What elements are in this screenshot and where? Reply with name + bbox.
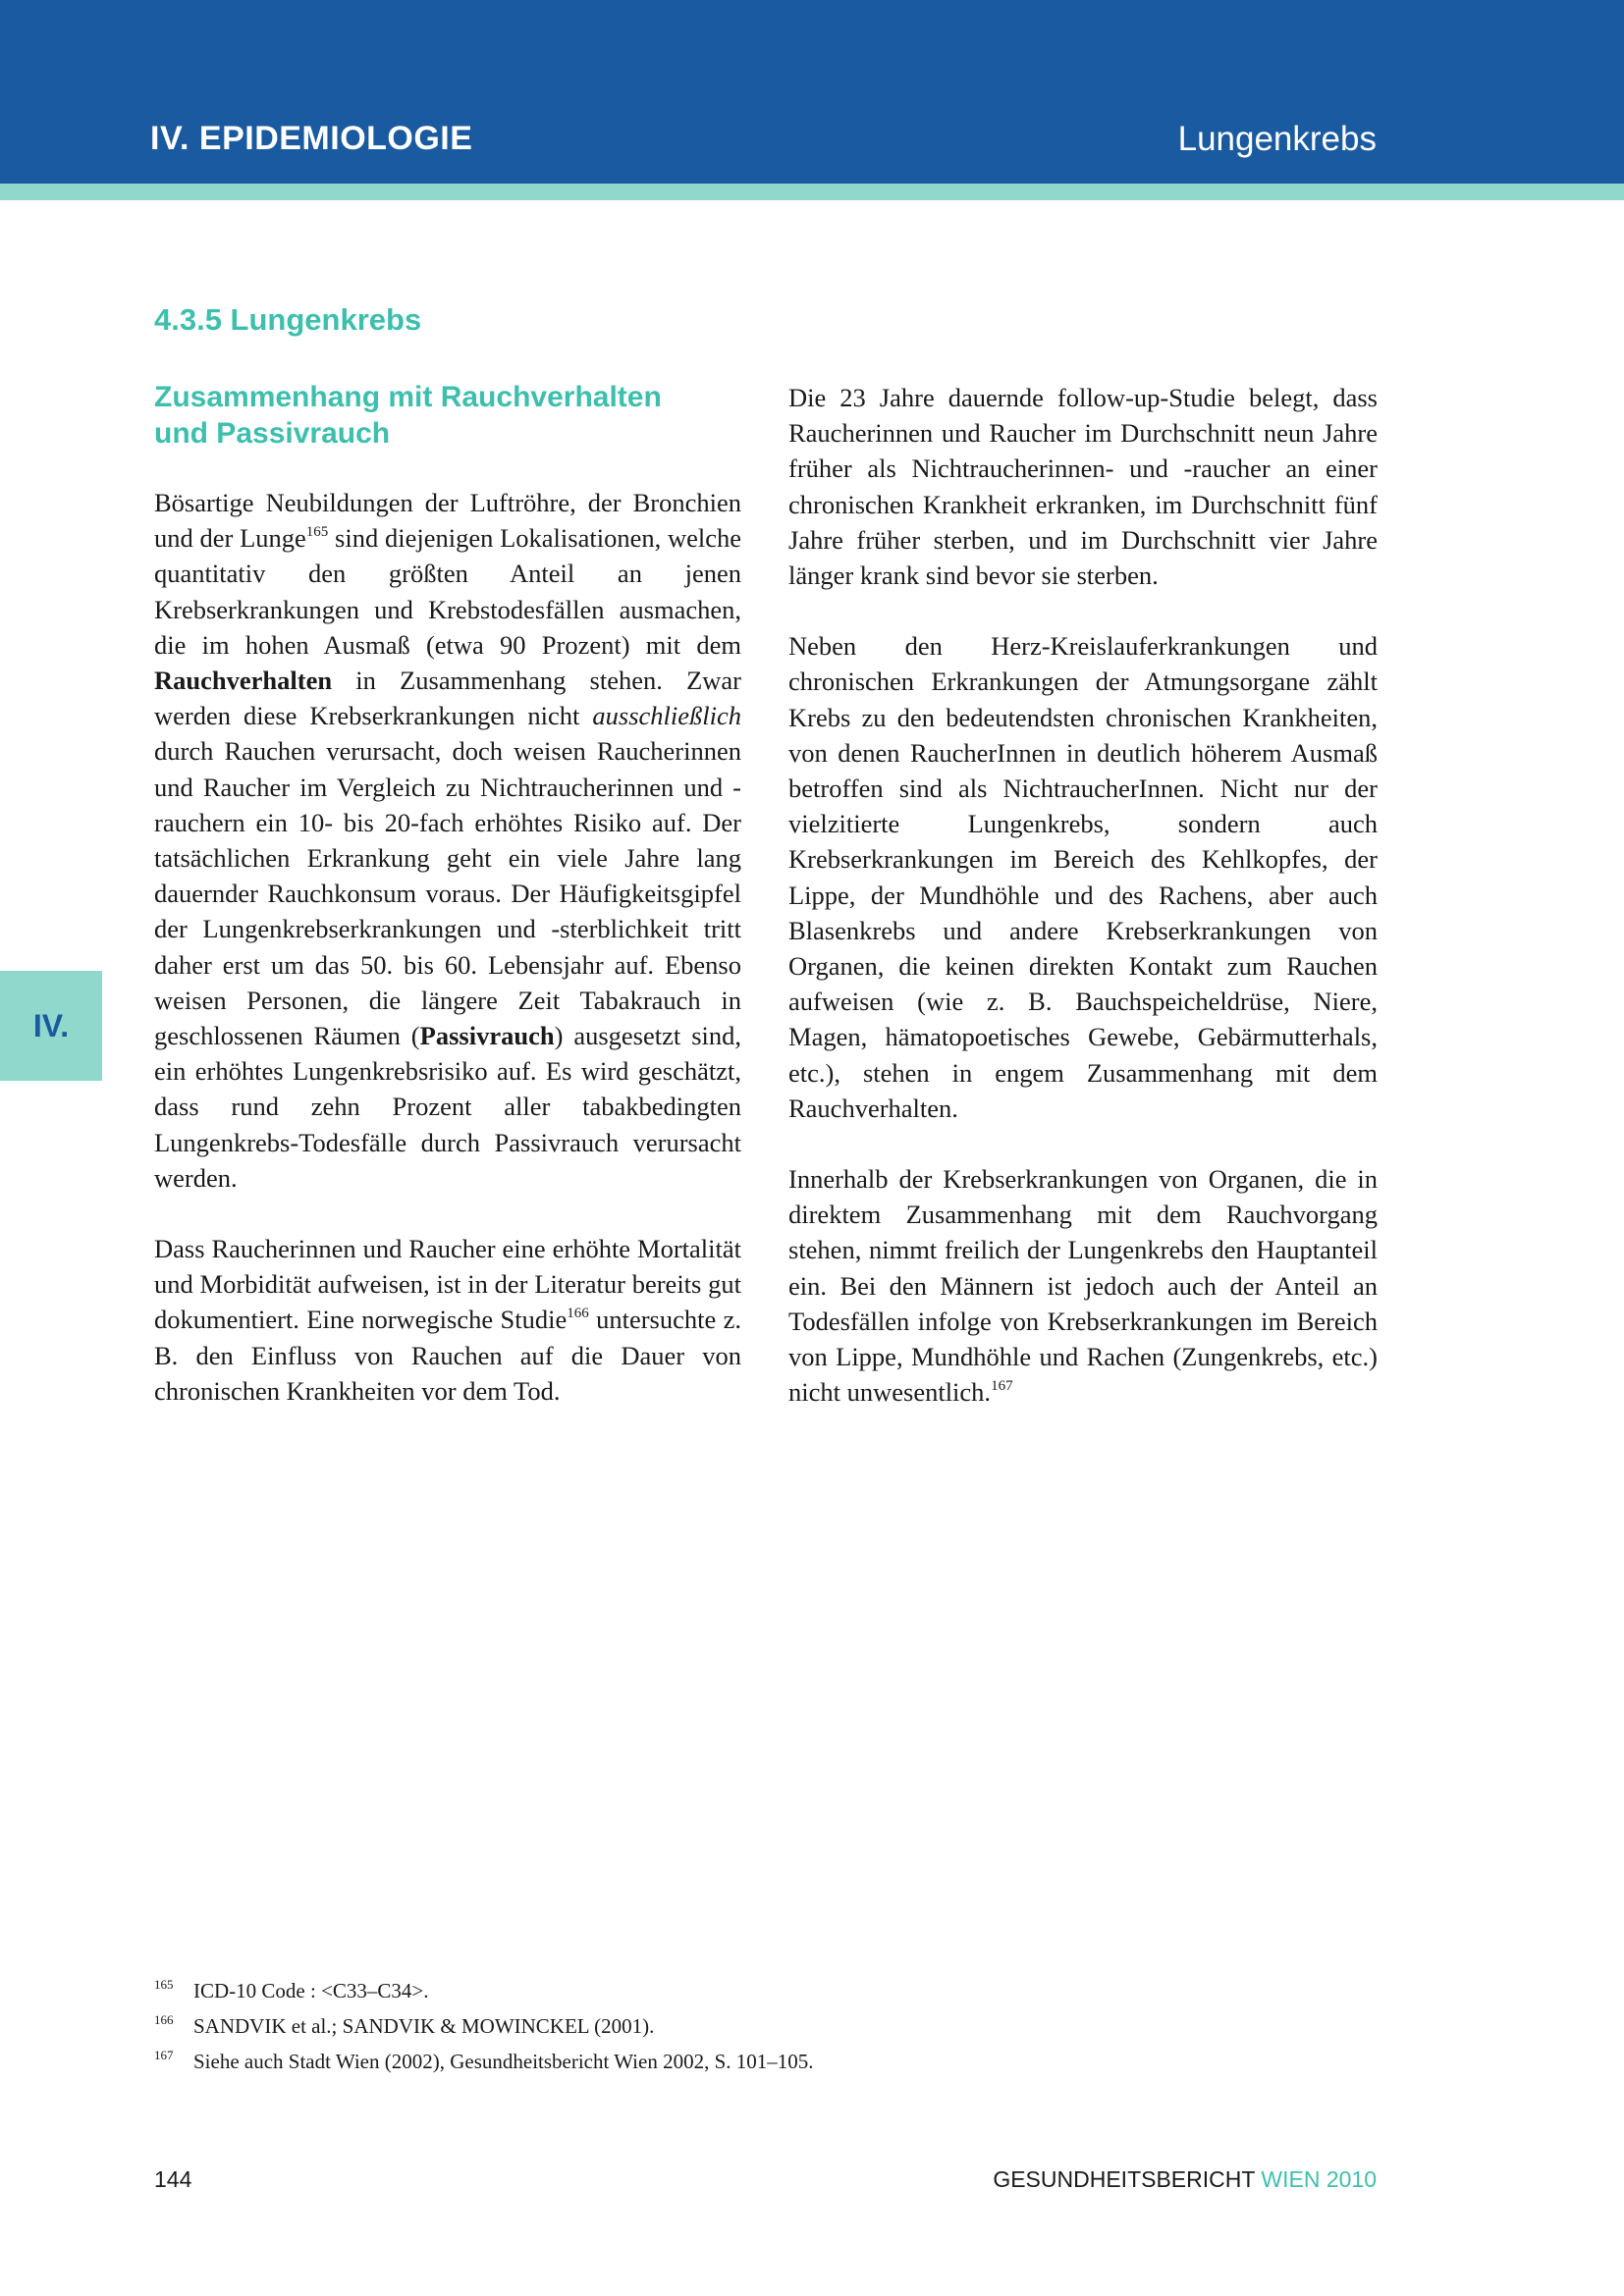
footnote-number: 167 bbox=[154, 2048, 174, 2062]
chapter-side-tab: IV. bbox=[0, 971, 102, 1081]
footnote-ref: 166 bbox=[567, 1306, 589, 1322]
footnote-ref: 167 bbox=[991, 1378, 1013, 1395]
footnote-text: Siehe auch Stadt Wien (2002), Gesundheitsbericht Wien 2002, S. 101–105. bbox=[193, 2050, 814, 2073]
section-title: 4.3.5 Lungenkrebs bbox=[154, 302, 422, 337]
paragraph: Neben den Herz-Kreislauferkrankungen und chronischen Erkrankungen der Atmungsorgane zählt Krebs zu den bedeutendsten chronischen Krankheiten, von denen RaucherInnen in deutlich höherem Ausmaß betroffen sind als NichtraucherInnen. Nicht nur der vielzitierte Lungenkrebs, sondern auch Krebserkrankungen im Bereich des Kehlkopfes, der Lippe, der Mundhöhle und des Rachens, aber auch Blasenkrebs und andere Krebserkrankungen von Organen, die keinen direkten Kontakt zum Rauchen aufweisen (wie z. B. Bauchspeicheldrüse, Niere, Magen, hämatopoetisches Gewebe, Gebärmutterhals, etc.), stehen in engem Zusammenhang mit dem Rauchverhalten. bbox=[788, 631, 1378, 1123]
right-column bbox=[788, 380, 1378, 1445]
footnotes bbox=[154, 1973, 814, 2079]
footnote-ref: 165 bbox=[305, 524, 329, 541]
footnote-number: 165 bbox=[154, 1977, 174, 1992]
subheading: Zusammenhang mit Rauchverhalten und Passivrauch bbox=[154, 381, 662, 450]
header-stripe bbox=[0, 184, 1624, 200]
chapter-title: IV. EPIDEMIOLOGIE bbox=[150, 120, 473, 157]
bold-term: Rauchverhalten bbox=[154, 666, 333, 696]
footnote bbox=[154, 2008, 814, 2044]
left-column bbox=[154, 485, 741, 1444]
bold-term: Passivrauch bbox=[419, 1021, 555, 1051]
footnote bbox=[154, 1973, 814, 2008]
footnote bbox=[154, 2044, 814, 2079]
page-number: 144 bbox=[154, 2166, 192, 2192]
footnote-number: 166 bbox=[154, 2012, 174, 2027]
topic-title: Lungenkrebs bbox=[1177, 120, 1377, 158]
footnote-text: SANDVIK et al.; SANDVIK & MOWINCKEL (2001). bbox=[193, 2014, 655, 2038]
italic-term: ausschließlich bbox=[592, 701, 741, 731]
paragraph: Dass Raucherinnen und Raucher eine erhöhte Mortalität und Morbidität aufweisen, ist in der Literatur bereits gut dokumentiert. Eine norwegische Studie$^{166}$ untersuchte z. B. den Einfluss von Rauchen auf die Dauer von chronischen Krankheiten vor dem Tod. bbox=[154, 1234, 741, 1406]
paragraph: Bösartige Neubildungen der Luftröhre, der Bronchien und der Lunge$^{165}$ sind diejenigen Lokalisationen, welche quantitativ den größten Anteil an jenen Krebserkrankungen und Krebstodesfällen ausmachen, die im hohen Ausmaß (etwa 90 Prozent) mit dem Rauchverhalten in Zusammenhang stehen. Zwar werden diese Krebserkrankungen nicht ausschließlich durch Rauchen verursacht, doch weisen Raucherinnen und Raucher im Vergleich zu Nichtraucherinnen und -rauchern ein 10- bis 20-fach erhöhtes Risiko auf. Der tatsächlichen Erkrankung geht ein viele Jahre lang dauernder Rauchkonsum voraus. Der Häufigkeitsgipfel der Lungenkrebserkrankungen und -sterblichkeit tritt daher erst um das 50. bis 60. Lebensjahr auf. Ebenso weisen Personen, die längere Zeit Tabakrauch in geschlossenen Räumen (Passivrauch) ausgesetzt sind, ein erhöhtes Lungenkrebsrisiko auf. Es wird geschätzt, dass rund zehn Prozent aller tabakbedingten Lungenkrebs-Todesfälle durch Passivrauch verursacht werden. bbox=[154, 488, 741, 1193]
footnote-text: ICD-10 Code : <C33–C34>. bbox=[193, 1979, 429, 2002]
paragraph: Die 23 Jahre dauernde follow-up-Studie belegt, dass Raucherinnen und Raucher im Durchschnitt neun Jahre früher als Nichtraucherinnen- und -raucher an einer chronischen Krankheit erkranken, im Durchschnitt fünf Jahre früher sterben, und im Durchschnitt vier Jahre länger krank sind bevor sie sterben. bbox=[788, 383, 1378, 591]
paragraph: Innerhalb der Krebserkrankungen von Organen, die in direktem Zusammenhang mit dem Rauchvorgang stehen, nimmt freilich der Lungenkrebs den Hauptanteil ein. Bei den Männern ist jedoch auch der Anteil an Todesfällen infolge von Krebserkrankungen im Bereich von Lippe, Mundhöhle und Rachen (Zungenkrebs, etc.) nicht unwesentlich.$^{167}$ bbox=[788, 1164, 1378, 1408]
publication-brand: GESUNDHEITSBERICHT WIEN 2010 bbox=[993, 2166, 1377, 2192]
